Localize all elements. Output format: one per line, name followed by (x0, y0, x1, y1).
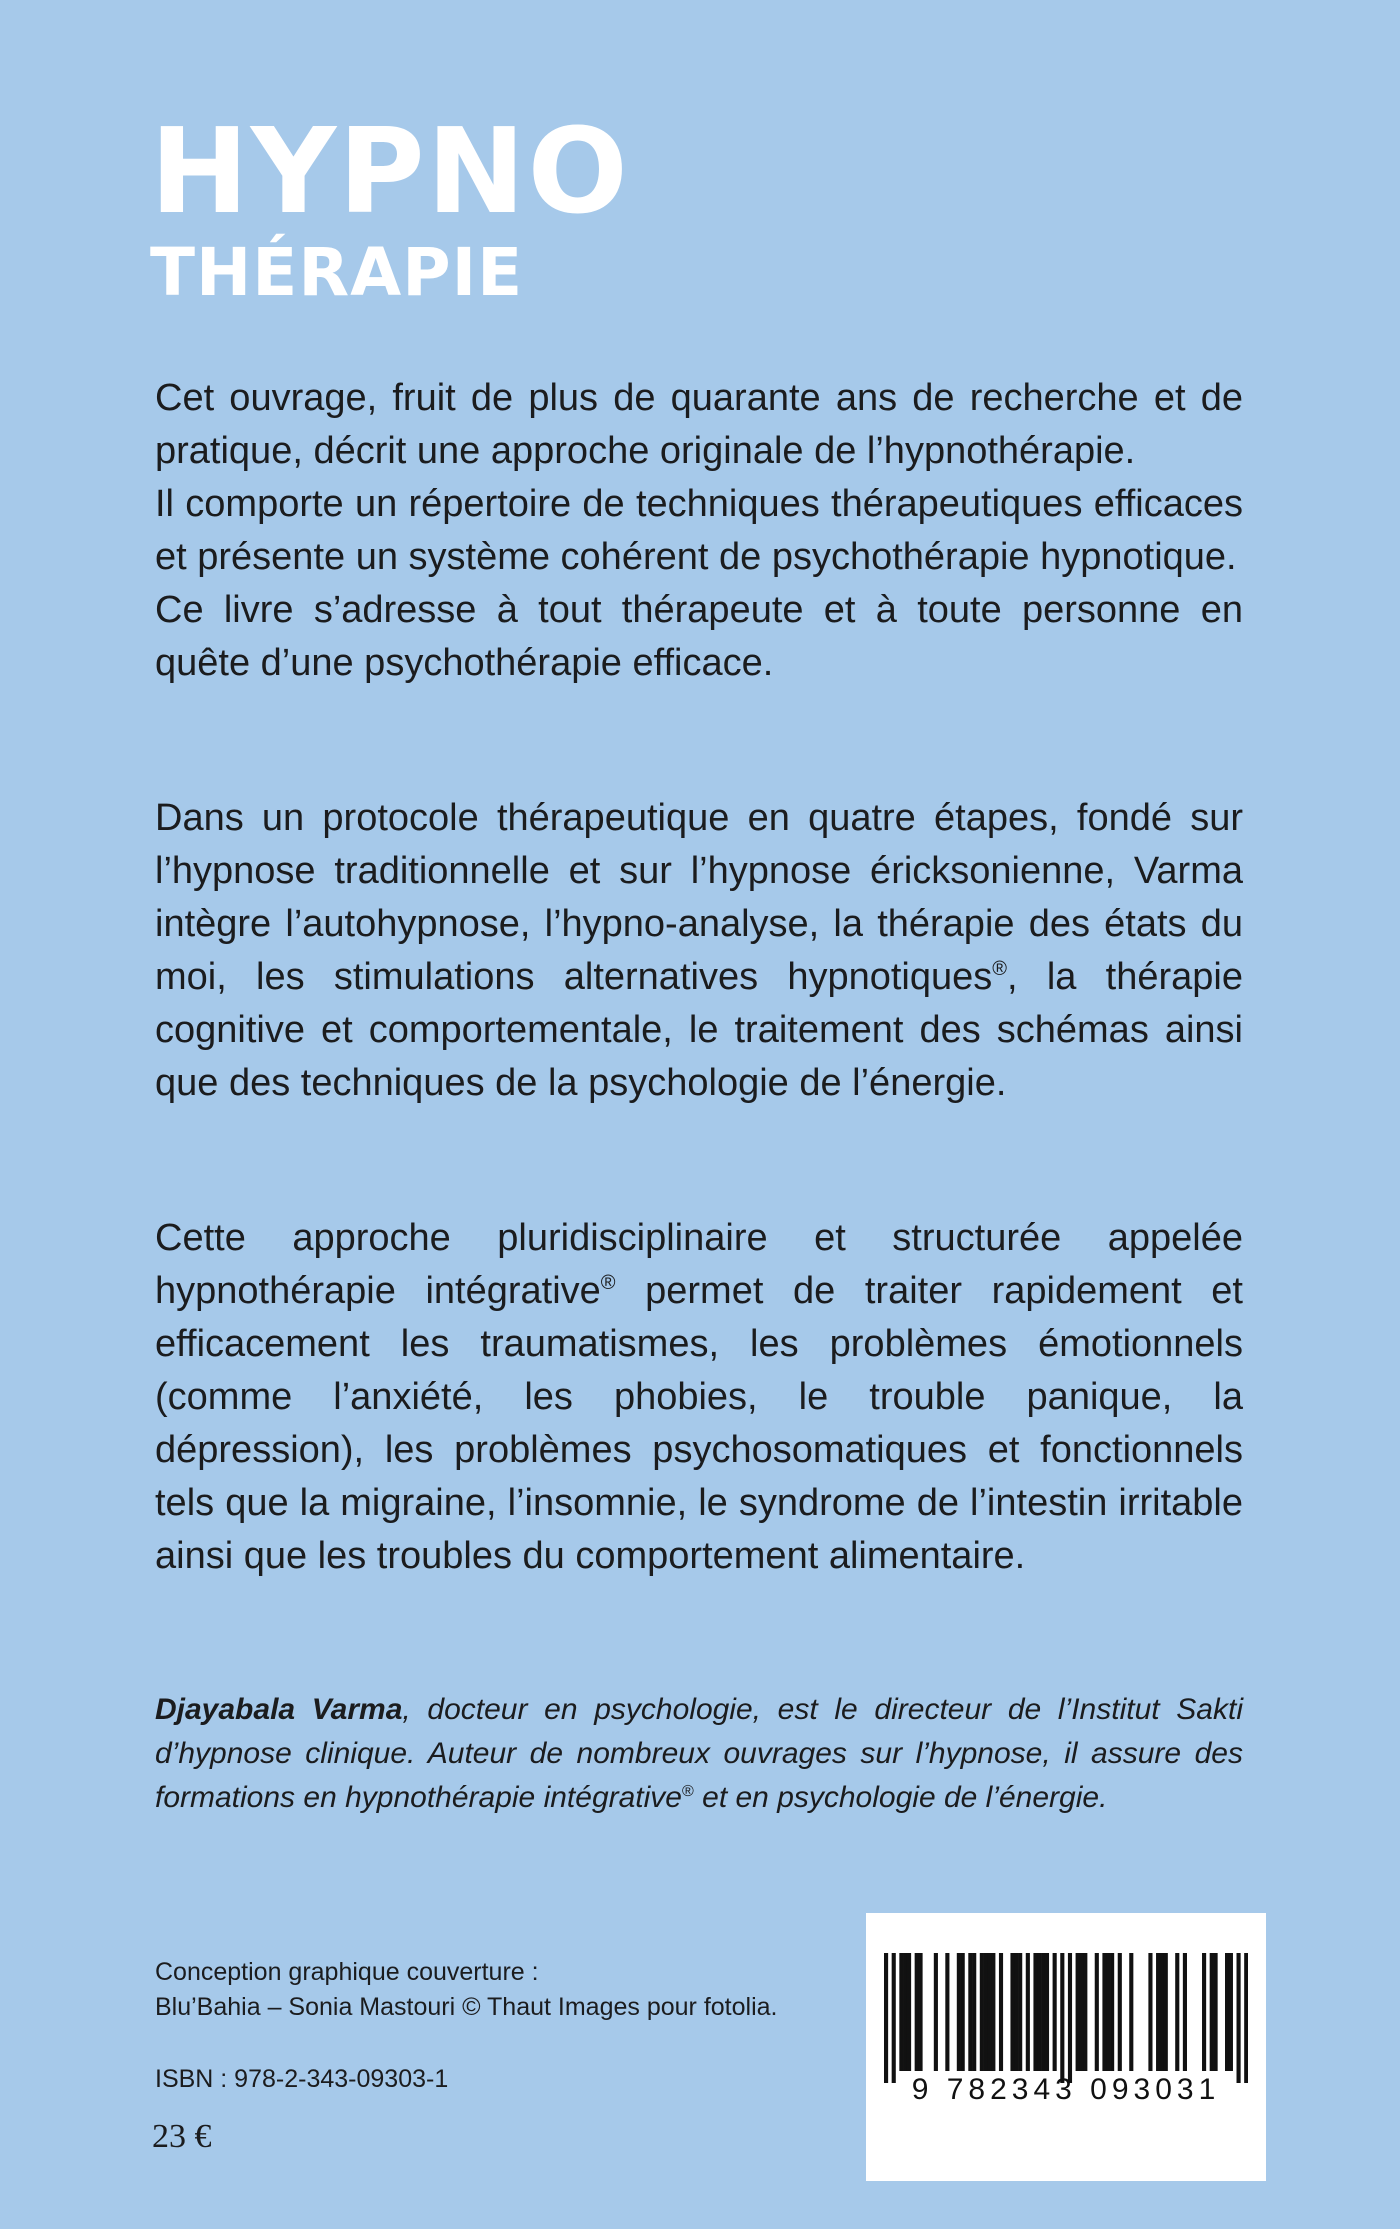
barcode-bar (1110, 1953, 1114, 2071)
barcode-bar (1214, 1953, 1218, 2071)
paragraph: Cet ouvrage, fruit de plus de quarante ans de recherche et de pratique, décrit une approche originale de l’hypnothérapie. (155, 377, 1243, 472)
barcode-bar (918, 1953, 922, 2071)
barcode-bar (980, 1953, 984, 2071)
barcode-bar (1210, 1953, 1214, 2071)
barcode-bar (991, 1953, 995, 2071)
registered-mark: ® (682, 1783, 694, 1800)
barcode-bar (1053, 1953, 1057, 2071)
barcode-bar (1060, 1953, 1064, 2083)
barcode-bar (1045, 1953, 1049, 2071)
barcode-bar (1229, 1953, 1233, 2071)
barcode-bar (934, 1953, 938, 2071)
paragraph (155, 1212, 1243, 1583)
isbn: ISBN : 978-2-343-09303-1 (155, 2065, 449, 2093)
paragraph (155, 792, 1243, 1110)
cover-credits (155, 1955, 777, 2025)
barcode-bar (1076, 1953, 1080, 2071)
description-block-1 (155, 372, 1243, 690)
barcode-bar (1026, 1953, 1030, 2071)
barcode-bar (1102, 1953, 1106, 2071)
barcode-bar (1095, 1953, 1099, 2071)
barcode-bar (915, 1953, 919, 2071)
author-bio (155, 1688, 1243, 1820)
barcode-bar (1118, 1953, 1122, 2071)
barcode-bar (961, 1953, 965, 2071)
title-line-1: HYPNO (150, 102, 630, 240)
registered-mark: ® (600, 1272, 616, 1294)
barcode-bar (903, 1953, 907, 2071)
credits-line: Blu’Bahia – Sonia Mastouri © Thaut Images pour fotolia. (155, 1993, 778, 2021)
author-bio-text: et en psychologie de l’énergie. (693, 1781, 1108, 1814)
paragraph-text: , la thérapie cognitive et comportementale, le traitement des schémas ainsi que des techniques de la psychologie de l’énergie. (155, 956, 1243, 1104)
barcode-bar (1164, 1953, 1168, 2071)
paragraph-text: Cette approche pluridisciplinaire et structurée appelée hypnothérapie intégrative (155, 1217, 1243, 1312)
barcode-bar (984, 1953, 988, 2071)
registered-mark: ® (992, 958, 1008, 980)
barcode-bar (1160, 1953, 1164, 2071)
barcode-bars (884, 1953, 1248, 2083)
barcode-bar (1183, 1953, 1187, 2071)
barcode (866, 1913, 1266, 2181)
author-bio-text: , docteur en psychologie, est le directeur de l’Institut Sakti d’hypnose clinique. Auteur de nombreux ouvrages sur l’hypnose, il assure des formations en hypnothérapie intégrative (155, 1693, 1243, 1814)
title-line-2: THÉRAPIE (150, 234, 524, 311)
barcode-bar (1083, 1953, 1087, 2071)
barcode-bar (1037, 1953, 1041, 2071)
barcode-bar (987, 1953, 991, 2071)
barcode-bar (1079, 1953, 1083, 2071)
barcode-bar (884, 1953, 888, 2083)
barcode-bar (1068, 1953, 1072, 2083)
barcode-bar (968, 1953, 972, 2071)
credits-line: Conception graphique couverture : (155, 1958, 539, 1986)
price: 23 € (152, 2118, 212, 2155)
barcode-bar (1175, 1953, 1179, 2071)
barcode-digits: 9 782343 093031 (911, 2073, 1221, 2106)
barcode-bar (1156, 1953, 1160, 2071)
barcode-bar (1033, 1953, 1037, 2071)
paragraph: Il comporte un répertoire de techniques thérapeutiques efficaces et présente un système cohérent de psychothérapie hypnotique. (155, 483, 1243, 578)
barcode-bar (1244, 1953, 1248, 2083)
barcode-bar (1018, 1953, 1022, 2071)
barcode-bar (1129, 1953, 1133, 2071)
barcode-bar (1237, 1953, 1241, 2083)
barcode-bar (972, 1953, 976, 2071)
barcode-bar (945, 1953, 949, 2071)
barcode-bar (1148, 1953, 1152, 2071)
barcode-bar (999, 1953, 1003, 2071)
barcode-bar (1202, 1953, 1206, 2071)
author-name: Djayabala Varma (155, 1693, 403, 1726)
barcode-bar (1010, 1953, 1014, 2071)
paragraph: Ce livre s’adresse à tout thérapeute et à toute personne en quête d’une psychothérapie efficace. (155, 589, 1243, 684)
description-block-2 (155, 792, 1243, 1110)
barcode-bar (957, 1953, 961, 2071)
description-block-3 (155, 1212, 1243, 1583)
barcode-bar (907, 1953, 911, 2071)
barcode-bar (1225, 1953, 1229, 2071)
barcode-bar (892, 1953, 896, 2083)
barcode-bar (1106, 1953, 1110, 2071)
barcode-bar (1041, 1953, 1045, 2071)
paragraph-text: permet de traiter rapidement et efficacement les traumatismes, les problèmes émotionnels (comme l’anxiété, les phobies, le trouble panique, la dépression), les problèmes psychosomatiques et fonctionnels tels que la migraine, l’insomnie, le syndrome de l’intestin irritable ainsi que les troubles du comportement alimentaire. (155, 1270, 1243, 1577)
book-title (150, 102, 630, 311)
barcode-bar (1014, 1953, 1018, 2071)
barcode-bar (899, 1953, 903, 2071)
paragraph-text: Dans un protocole thérapeutique en quatre étapes, fondé sur l’hypnose traditionnelle et sur l’hypnose éricksonienne, Varma intègre l’autohypnose, l’hypno-analyse, la thérapie des états du moi, les stimulations alternatives hypnotiques (155, 797, 1243, 998)
